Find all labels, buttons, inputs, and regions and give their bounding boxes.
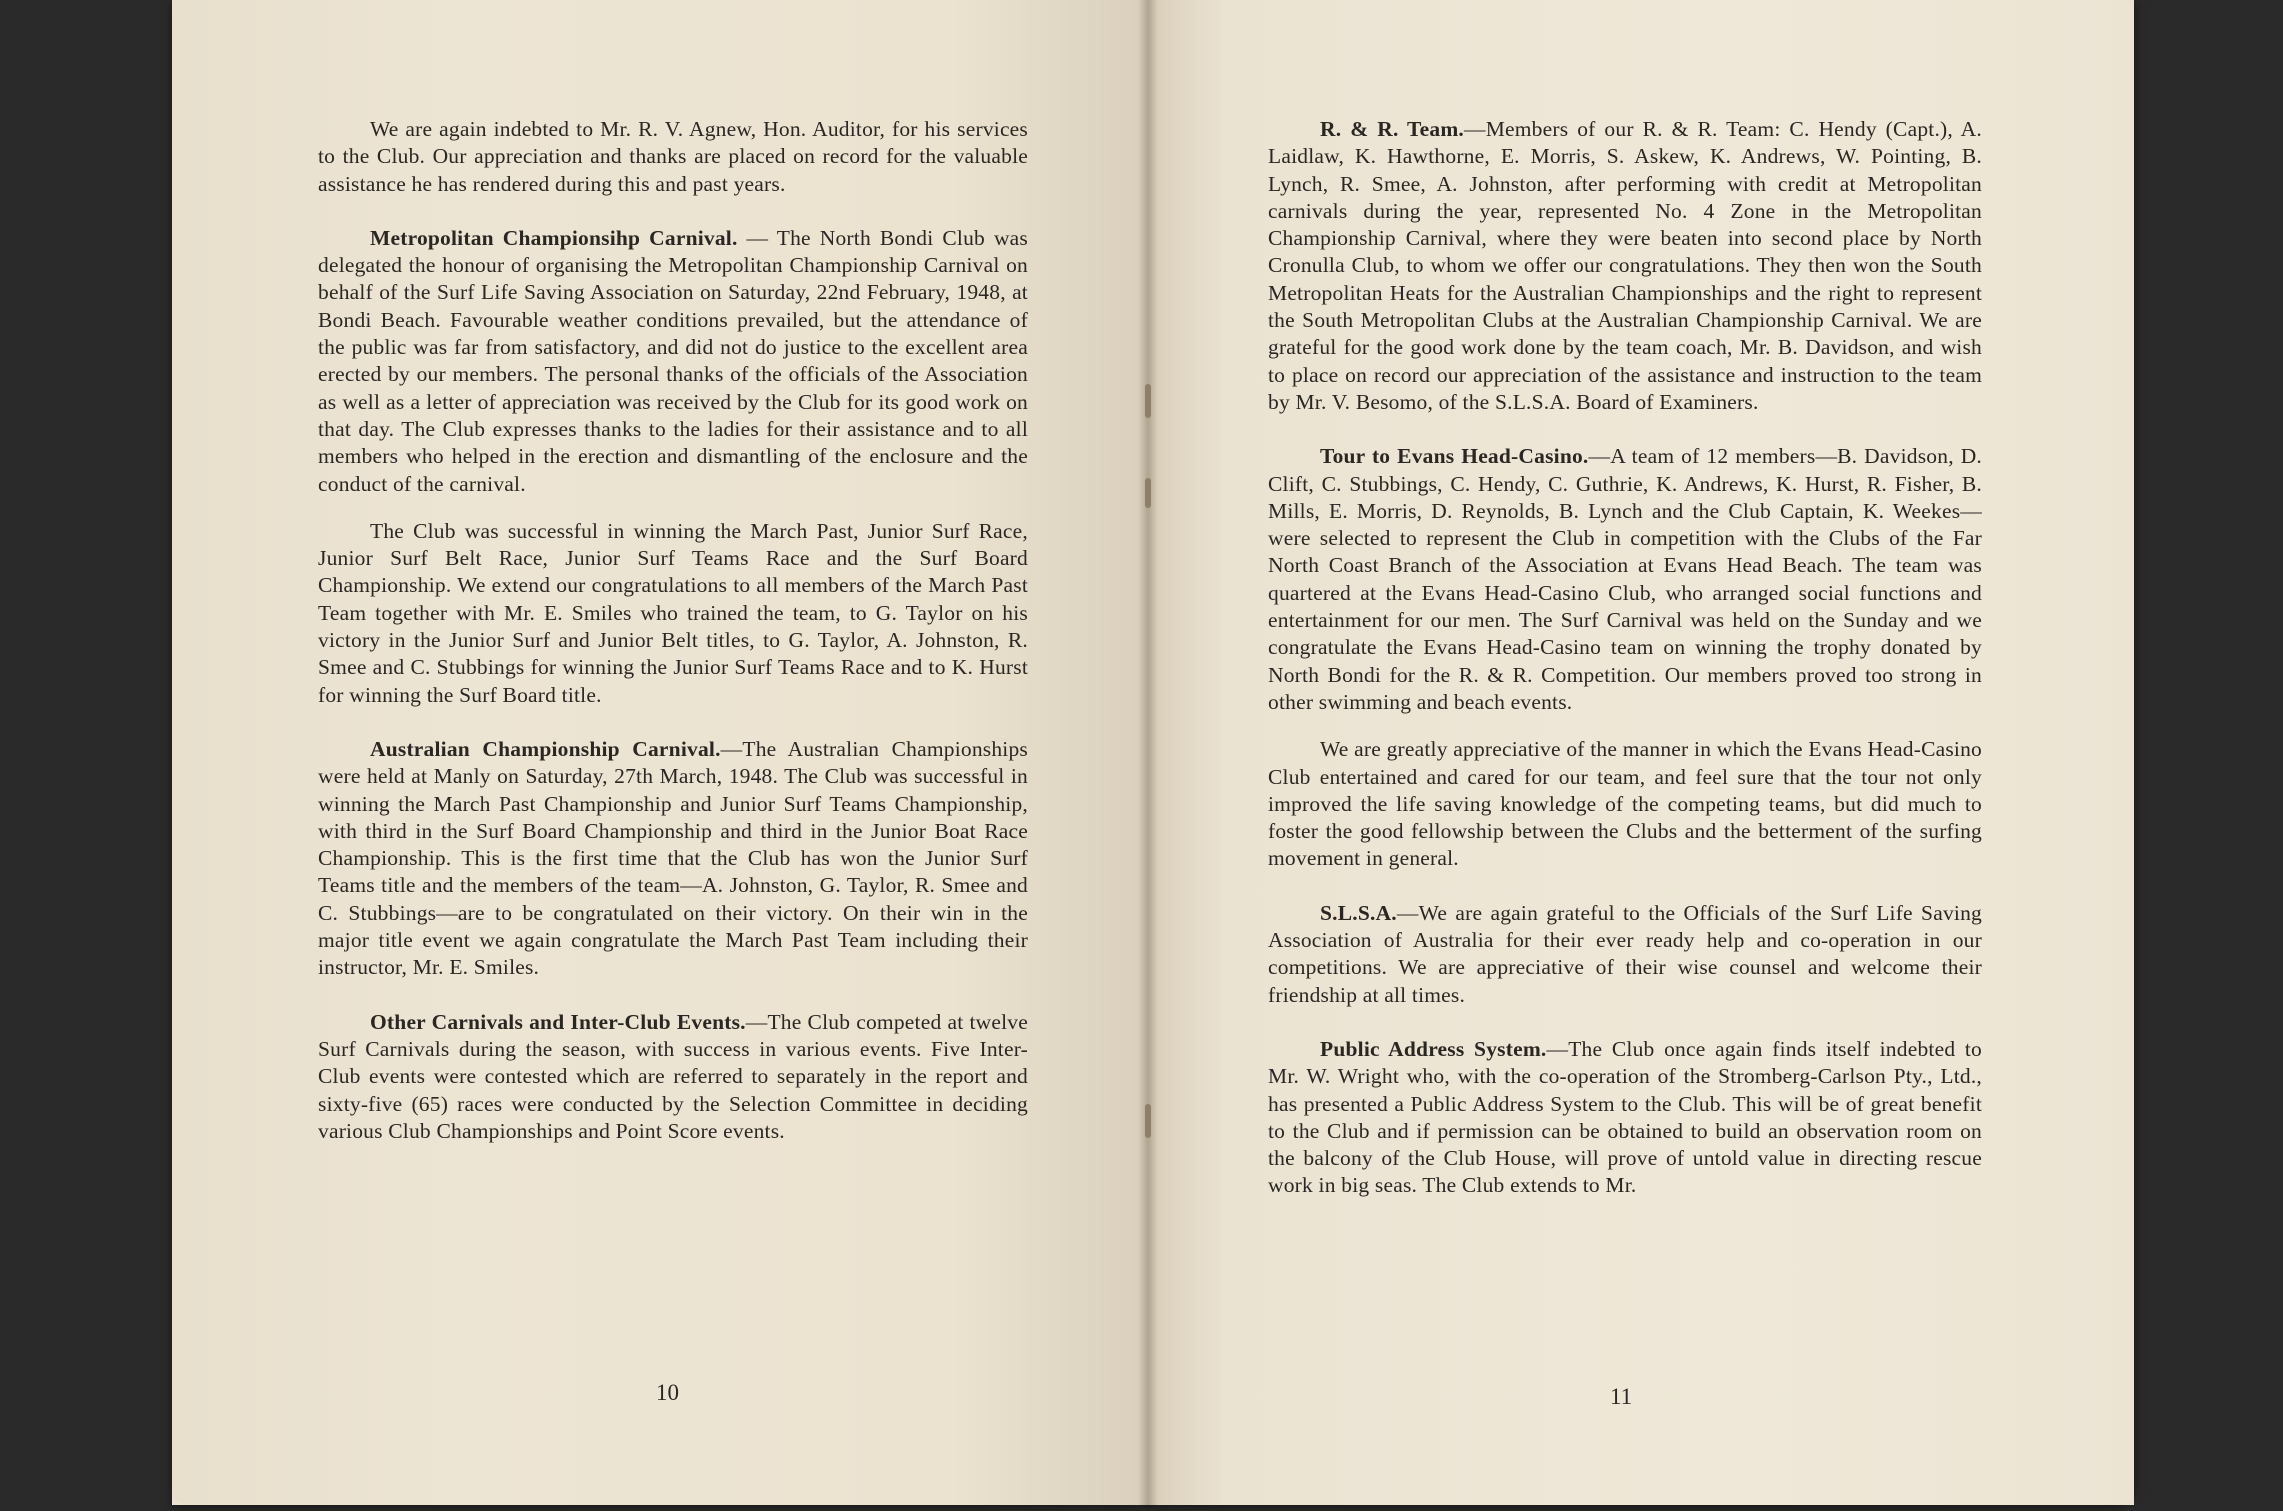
left-page-text <box>318 116 1028 1145</box>
paragraph-evans-head-tour: Tour to Evans Head-Casino.—A team of 12 members—B. Davidson, D. Clift, C. Stubbings, C. Hendy, C. Guthrie, K. Andrews, K. Hurst, R. Fisher, B. Mills, E. Morris, D. Reynolds, B. Lynch and the Club Captain, K. Weekes—were selected to represent the Club in competition with the Clubs of the Far North Coast Branch of the Association at Evans Head Beach. The team was quartered at the Evans Head-Casino Club, who arranged social functions and entertainment for our men. The Surf Carnival was held on the Sunday and we congratulate the Evans Head-Casino team on winning the trophy donated by North Bondi for the R. & R. Competition. Our members proved too strong in other swimming and beach events. <box>1268 444 1982 714</box>
staple <box>1145 1104 1151 1138</box>
paragraph-slsa: S.L.S.A.—We are again grateful to the Officials of the Surf Life Saving Association of Australia for their ever ready help and co-operation in our competitions. We are appreciative of their wise counsel and welcome their friendship at all times. <box>1268 900 1982 1007</box>
right-page-text <box>1268 116 1982 1200</box>
section-heading: Tour to Evans Head-Casino. <box>1320 444 1589 469</box>
page-number: 10 <box>656 1380 679 1405</box>
paragraph-public-address: Public Address System.—The Club once again finds itself indebted to Mr. W. Wright who, with the co-operation of the Stromberg-Carlson Pty., Ltd., has presented a Public Address System to the Club. This will be of great benefit to the Club and if permission can be obtained to build an observation room on the balcony of the Club House, will prove of untold value in directing rescue work in big seas. The Club extends to Mr. <box>1268 1036 1983 1198</box>
paragraph-rr-team: R. & R. Team.—Members of our R. & R. Team: C. Hendy (Capt.), A. Laidlaw, K. Hawthorne, E. Morris, S. Askew, K. Andrews, W. Pointing, B. Lynch, R. Smee, A. Johnston, after performing with credit at Metropolitan carnivals during the year, represented No. 4 Zone in the Metropolitan Championship Carnival, where they were beaten into second place by North Cronulla Club, to whom we offer our congratulations. They then won the South Metropolitan Heats for the Australian Championships and the right to represent the South Metropolitan Clubs at the Australian Championship Carnival. We are grateful for the good work done by the team coach, Mr. B. Davidson, and wish to place on record our appreciation of the assistance and instruction to the team by Mr. V. Besomo, of the S.L.S.A. Board of Examiners. <box>1268 117 1982 414</box>
paragraph-australian-carnival: Australian Championship Carnival.—The Australian Championships were held at Manly on Saturday, 27th March, 1948. The Club was successful in winning the March Past Championship and Junior Surf Teams Championship, with third in the Surf Board Championship and third in the Junior Boat Race Championship. This is the first time that the Club has won the Junior Surf Teams title and the members of the team—A. Johnston, G. Taylor, R. Smee and C. Stubbings—are to be congratulated on their victory. On their win in the major title event we again congratulate the March Past Team including their instructor, Mr. E. Smiles. <box>318 736 1028 980</box>
section-heading: Australian Championship Carnival. <box>370 736 721 761</box>
section-heading: Public Address System. <box>1320 1036 1547 1061</box>
paragraph-metropolitan-results: The Club was successful in winning the March Past, Junior Surf Race, Junior Surf Belt Race, Junior Surf Teams Race and the Surf Board Championship. We extend our congratulations to all members of the March Past Team together with Mr. E. Smiles who trained the team, to G. Taylor on his victory in the Junior Surf and Junior Belt titles, to G. Taylor, A. Johnston, R. Smee and C. Stubbings for winning the Junior Surf Teams Race and to K. Hurst for winning the Surf Board title. <box>318 518 1028 707</box>
page-number: 11 <box>1610 1384 1633 1409</box>
book-gutter <box>1138 0 1158 1505</box>
paragraph-metropolitan-carnival: Metropolitan Championsihp Carnival. — The North Bondi Club was delegated the honour of organising the Metropolitan Championship Carnival on behalf of the Surf Life Saving Association on Saturday, 22nd February, 1948, at Bondi Beach. Favourable weather conditions prevailed, but the attendance of the public was far from satisfactory, and did not do justice to the excellent area erected by our members. The personal thanks of the officials of the Association as well as a letter of appreciation was received by the Club for its good work on that day. The Club expresses thanks to the ladies for their assistance and to all members who helped in the erection and dismantling of the enclosure and the conduct of the carnival. <box>318 225 1028 496</box>
staple <box>1145 384 1151 418</box>
paragraph-auditor: We are again indebted to Mr. R. V. Agnew, Hon. Auditor, for his services to the Club. Our appreciation and thanks are placed on record for the valuable assistance he has rendered during this and past years. <box>318 117 1028 196</box>
section-heading: S.L.S.A. <box>1320 900 1397 925</box>
paragraph-other-carnivals: Other Carnivals and Inter-Club Events.—The Club competed at twelve Surf Carnivals during the season, with success in various events. Five Inter-Club events were contested which are referred to separately in the report and sixty-five (65) races were conducted by the Selection Committee in deciding various Club Championships and Point Score events. <box>318 1009 1028 1143</box>
paragraph-tour-appreciation: We are greatly appreciative of the manner in which the Evans Head-Casino Club entertained and cared for our team, and feel sure that the tour not only improved the life saving knowledge of the competing teams, but did much to foster the good fellowship between the Clubs and the betterment of the surfing movement in general. <box>1268 737 1982 871</box>
section-heading: Metropolitan Championsihp Carnival. <box>370 225 738 250</box>
section-heading: R. & R. Team. <box>1320 117 1464 141</box>
section-heading: Other Carnivals and Inter-Club Events. <box>370 1009 746 1034</box>
staple <box>1145 478 1151 508</box>
